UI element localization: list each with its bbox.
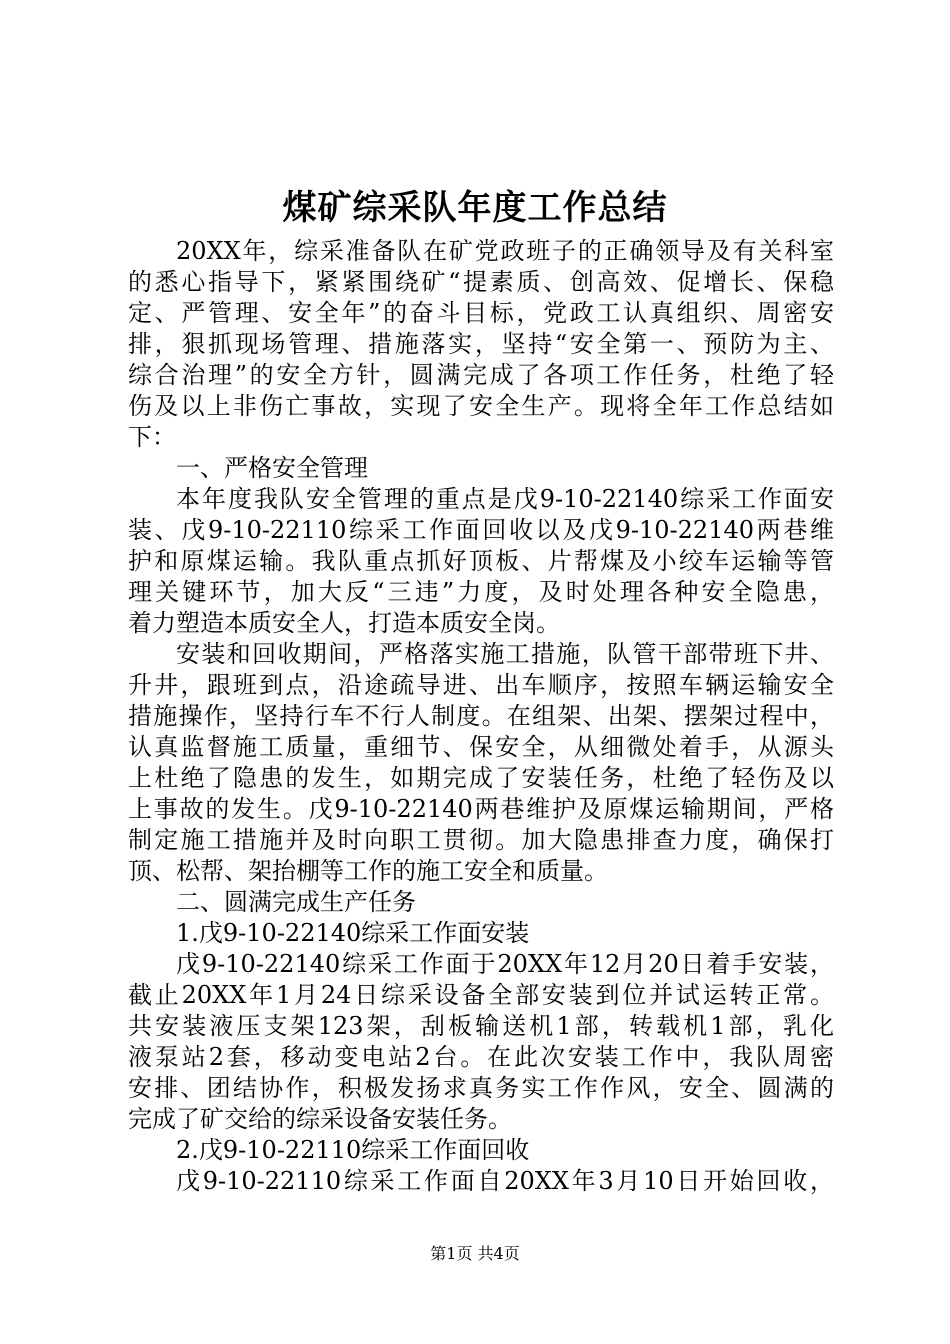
body-line: 共安装液压支架123架，刮板输送机1部，转载机1部，乳化 <box>128 1012 834 1040</box>
body-line: 安装和回收期间，严格落实施工措施，队管干部带班下井、 <box>176 640 834 668</box>
body-line: 戊9-10-22140综采工作面于20XX年12月20日着手安装， <box>176 950 834 978</box>
section-heading: 一、严格安全管理 <box>176 454 368 482</box>
body-line: 定、严管理、安全年”的奋斗目标，党政工认真组织、周密安 <box>128 299 834 327</box>
page-number: 第1页 共4页 <box>430 1244 520 1263</box>
body-line: 认真监督施工质量，重细节、保安全，从细微处着手，从源头 <box>128 733 834 761</box>
body-line: 伤及以上非伤亡事故，实现了安全生产。现将全年工作总结如 <box>128 392 834 420</box>
body-line: 本年度我队安全管理的重点是戊9-10-22140综采工作面安 <box>176 485 834 513</box>
subsection-heading: 1.戊9-10-22140综采工作面安装 <box>176 919 530 947</box>
body-line: 安排、团结协作，积极发扬求真务实工作作风，安全、圆满的 <box>128 1074 834 1102</box>
body-line: 制定施工措施并及时向职工贯彻。加大隐患排查力度，确保打 <box>128 826 834 854</box>
subsection-heading: 2.戊9-10-22110综采工作面回收 <box>176 1136 530 1164</box>
body-line: 20XX年，综采准备队在矿党政班子的正确领导及有关科室 <box>176 237 834 265</box>
body-line: 顶、松帮、架抬棚等工作的施工安全和质量。 <box>128 857 608 885</box>
body-line: 下： <box>128 423 176 451</box>
body-line: 戊9-10-22110综采工作面自20XX年3月10日开始回收， <box>176 1167 834 1195</box>
body-line: 措施操作，坚持行车不行人制度。在组架、出架、摆架过程中， <box>128 702 834 730</box>
body-line: 综合治理”的安全方针，圆满完成了各项工作任务，杜绝了轻 <box>128 361 834 389</box>
body-line: 着力塑造本质安全人，打造本质安全岗。 <box>128 609 560 637</box>
document-body <box>128 236 834 1197</box>
section-heading: 二、圆满完成生产任务 <box>176 888 416 916</box>
body-line: 装、戊9-10-22110综采工作面回收以及戊9-10-22140两巷维 <box>128 516 834 544</box>
body-line: 完成了矿交给的综采设备安装任务。 <box>128 1105 512 1133</box>
body-line: 排，狠抓现场管理、措施落实，坚持“安全第一、预防为主、 <box>128 330 834 358</box>
body-line: 截止20XX年1月24日综采设备全部安装到位并试运转正常。 <box>128 981 834 1009</box>
document-title: 煤矿综采队年度工作总结 <box>282 188 668 228</box>
body-line: 理关键环节，加大反“三违”力度，及时处理各种安全隐患， <box>128 578 834 606</box>
body-line: 升井，跟班到点，沿途疏导进、出车顺序，按照车辆运输安全 <box>128 671 834 699</box>
body-line: 液泵站2套，移动变电站2台。在此次安装工作中，我队周密 <box>128 1043 834 1071</box>
body-line: 上事故的发生。戊9-10-22140两巷维护及原煤运输期间，严格 <box>128 795 834 823</box>
body-line: 的悉心指导下，紧紧围绕矿“提素质、创高效、促增长、保稳 <box>128 268 834 296</box>
body-line: 护和原煤运输。我队重点抓好顶板、片帮煤及小绞车运输等管 <box>128 547 834 575</box>
body-line: 上杜绝了隐患的发生，如期完成了安装任务，杜绝了轻伤及以 <box>128 764 834 792</box>
